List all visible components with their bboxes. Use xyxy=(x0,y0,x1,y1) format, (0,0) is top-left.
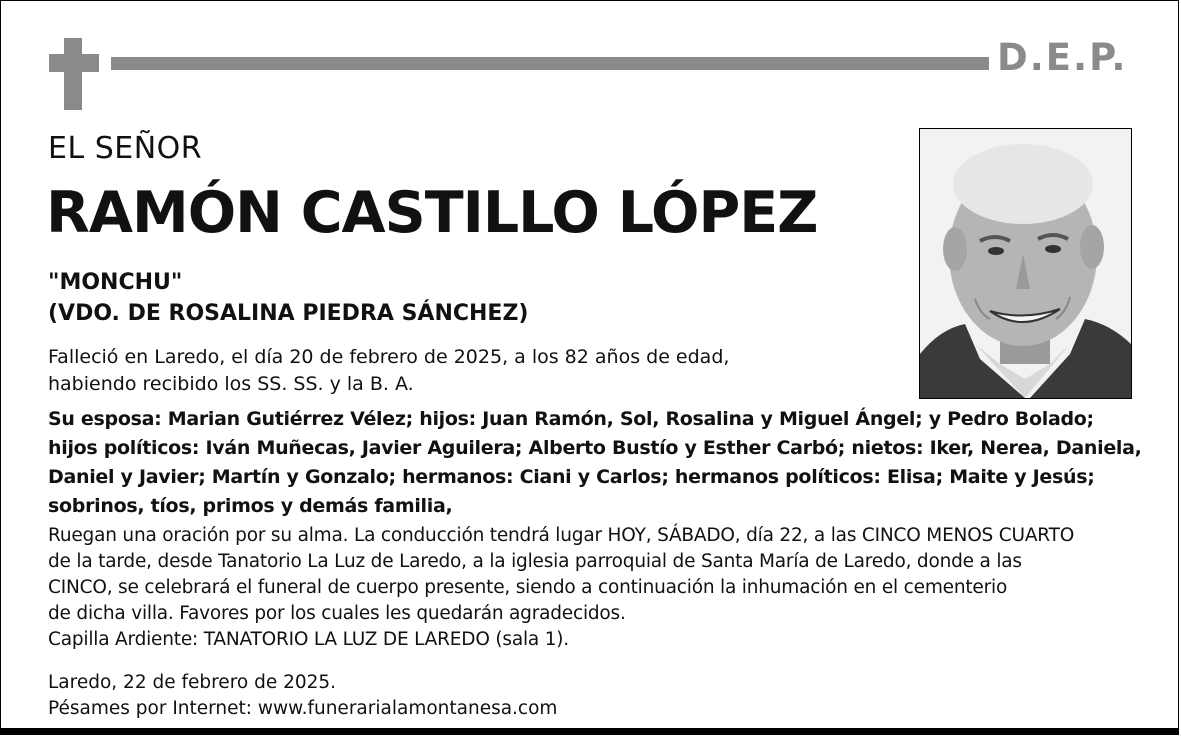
widow-of: (VDO. DE ROSALINA PIEDRA SÁNCHEZ) xyxy=(48,301,529,326)
condolences-link[interactable]: Pésames por Internet: www.funerarialamontanesa.com xyxy=(48,698,558,719)
cross-icon-bar xyxy=(49,54,99,72)
portrait-photo xyxy=(919,128,1132,399)
service-line: Ruegan una oración por su alma. La conducción tendrá lugar HOY, SÁBADO, día 22, a las CINCO MENOS CUARTO xyxy=(48,525,1075,546)
death-details xyxy=(48,344,908,398)
honorific: EL SEÑOR xyxy=(48,131,203,166)
service-details xyxy=(48,523,1148,653)
footer xyxy=(48,670,557,722)
death-line: habiendo recibido los SS. SS. y la B. A. xyxy=(48,373,414,395)
deceased-name: RAMÓN CASTILLO LÓPEZ xyxy=(46,180,818,246)
place-date: Laredo, 22 de febrero de 2025. xyxy=(48,672,337,693)
family-list: Su esposa: Marian Gutiérrez Vélez; hijos: Juan Ramón, Sol, Rosalina y Miguel Ángel; y Pedro Bolado; hijos políticos: Iván Muñecas, Javier Aguilera; Alberto Bustío y Esther Carbó; nietos: Iker, Nerea, Daniela, Daniel y Javier; Martín y Gonzalo; hermanos: Ciani y Carlos; hermanos políticos: Elisa; Maite y Jesús; sobrinos, tíos, primos y demás familia, xyxy=(48,408,1142,517)
cross-icon xyxy=(64,38,82,110)
portrait-drawing xyxy=(920,129,1131,398)
service-line: de dicha villa. Favores por los cuales les quedarán agradecidos. xyxy=(48,603,626,624)
header-rule xyxy=(111,57,989,70)
dep-label: D.E.P. xyxy=(997,36,1128,79)
service-line: de la tarde, desde Tanatorio La Luz de Laredo, a la iglesia parroquial de Santa María de Laredo, donde a las xyxy=(48,551,1022,572)
nickname: "MONCHU" xyxy=(48,270,183,295)
service-line: Capilla Ardiente: TANATORIO LA LUZ DE LAREDO (sala 1). xyxy=(48,629,569,650)
service-line: CINCO, se celebrará el funeral de cuerpo presente, siendo a continuación la inhumación en el cementerio xyxy=(48,577,1008,598)
death-line: Falleció en Laredo, el día 20 de febrero de 2025, a los 82 años de edad, xyxy=(48,346,730,368)
